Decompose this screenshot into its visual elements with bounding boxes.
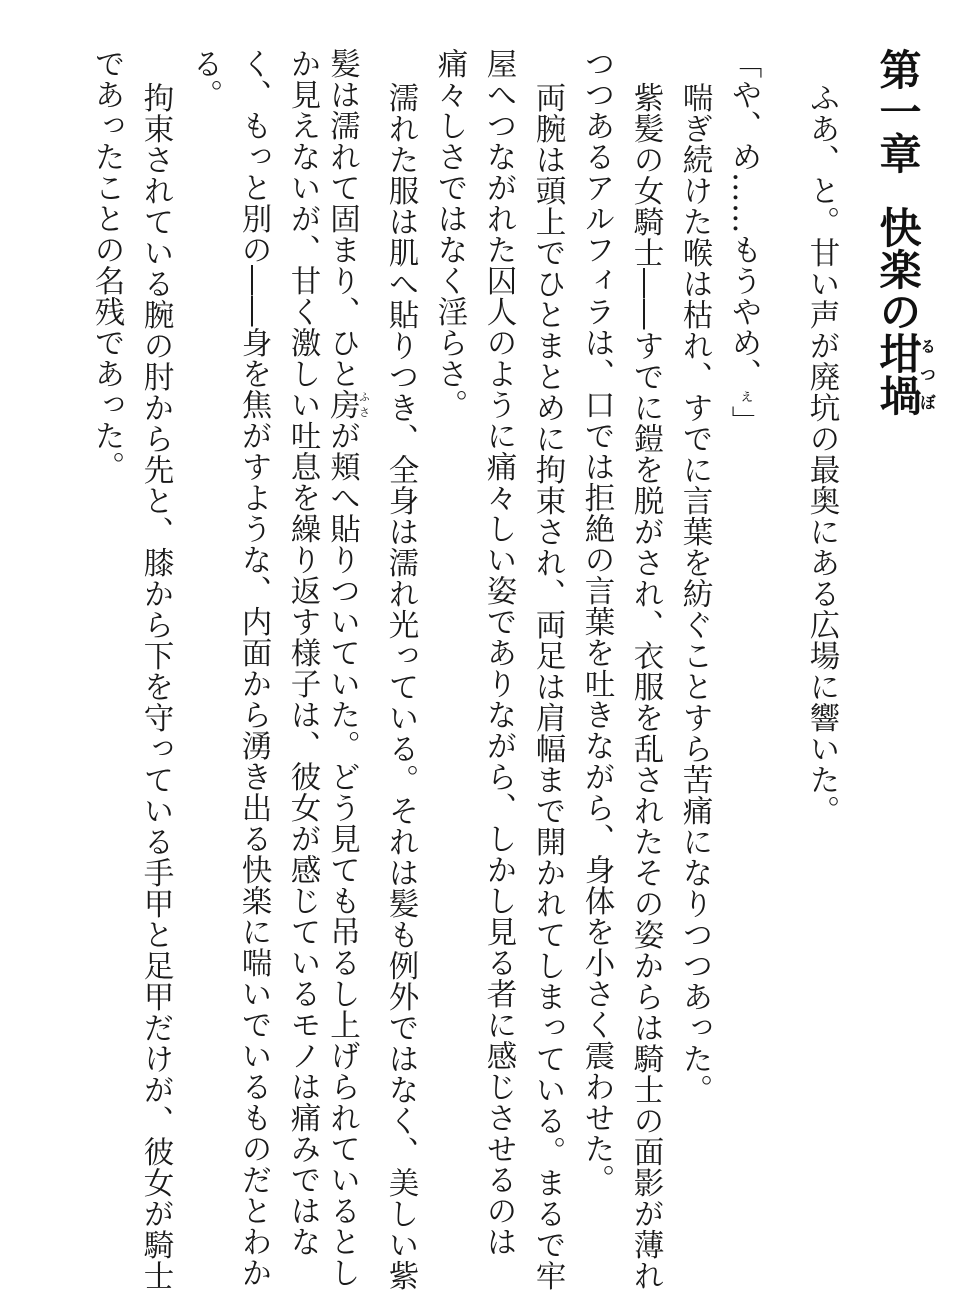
text-line-10: 髪は濡れて固まり、ひと房ふさが頬へ貼りついていた。どう見ても吊るし上げられているとし: [324, 48, 371, 1288]
text-line-11: か見えないが、甘く激しい吐息を繰り返す様子は、彼女が感じているモノは痛みではな: [285, 48, 320, 1257]
chapter-heading: [873, 48, 937, 416]
text-line-15: であったことの名残であった。: [89, 48, 124, 482]
text-line-12: く、もっと別の――身を焦がすような、内面から湧き出る快楽に喘いでいるものだとわか: [236, 48, 271, 1288]
text-line-7: 屋へつながれた囚人のように痛々しい姿でありながら、しかし見る者に感じさせるのは: [481, 48, 516, 1257]
chapter-title: 快楽の: [873, 206, 923, 332]
text-line-9: 濡れた服は肌へ貼りつき、全身は濡れ光っている。それは髪も例外ではなく、美しい紫: [383, 82, 418, 1291]
chapter-title-ruby: 坩堝るつぼ: [873, 332, 937, 416]
text-line-4: 紫髪の女騎士――すでに鎧を脱がされ、衣服を乱されたその姿からは騎士の面影が薄れ: [628, 82, 663, 1291]
text-line-5: つつあるアルフィラは、口では拒絶の言葉を吐きながら、身体を小さく震わせた。: [579, 48, 614, 1195]
text-line-1: ふあ、と。甘い声が廃坑の最奥にある広場に響いた。: [804, 82, 839, 826]
small-kana: ぇ: [734, 389, 753, 406]
text-line-13: る。: [187, 48, 222, 110]
text-line-14: 拘束されている腕の肘から先と、膝から下を守っている手甲と足甲だけが、彼女が騎士: [138, 82, 173, 1291]
chapter-number: 第一章: [873, 48, 923, 174]
text-line-6: 両腕は頭上でひとまとめに拘束され、両足は肩幅まで開かれてしまっている。まるで牢: [530, 82, 565, 1291]
ruby-fusa: 房ふさ: [324, 389, 371, 420]
text-line-2: 「や、め……もうやめ、ぇ」: [726, 48, 761, 437]
text-line-3: 喘ぎ続けた喉は枯れ、すでに言葉を紡ぐことすら苦痛になりつつあった。: [677, 82, 712, 1105]
text-line-8: 痛々しさではなく淫らさ。: [432, 48, 467, 420]
